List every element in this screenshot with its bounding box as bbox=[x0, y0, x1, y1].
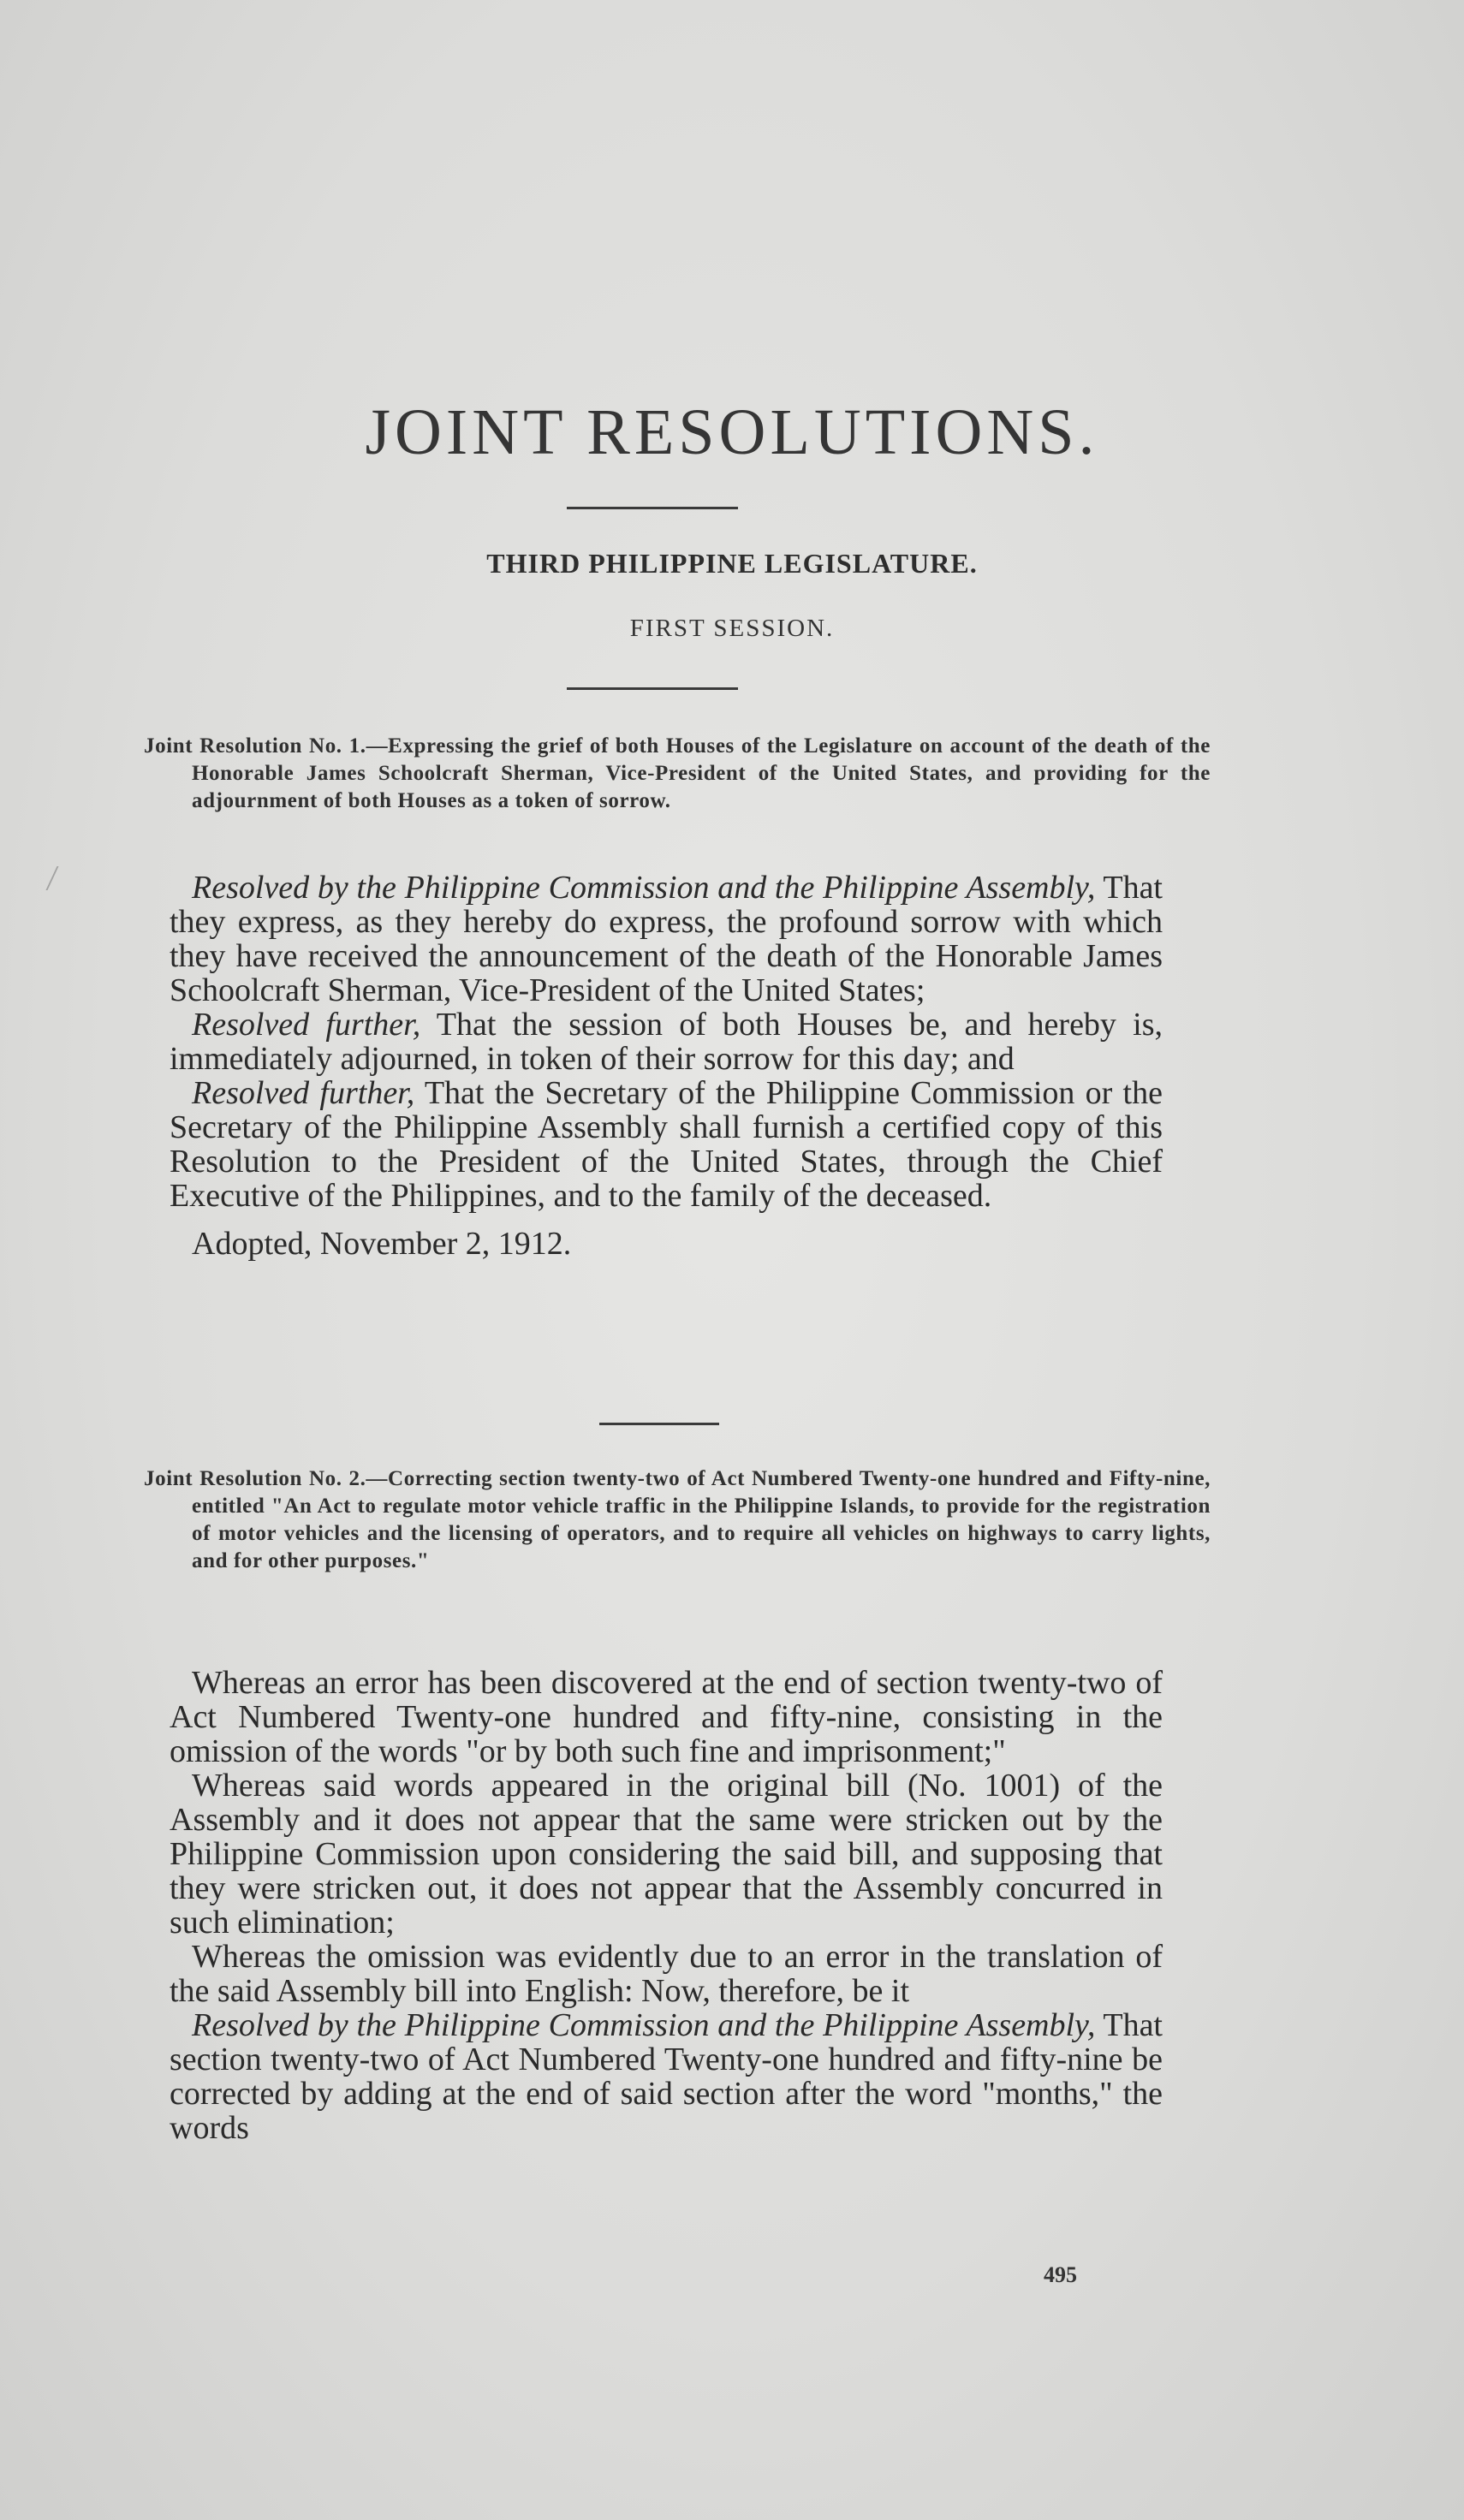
page-number: 495 bbox=[1044, 2262, 1077, 2287]
resolved-lead: Resolved by the Philippine Commission and the Philippine Assembly, bbox=[192, 870, 1096, 906]
session-heading: FIRST SESSION. bbox=[629, 615, 835, 642]
resolution-1-heading: Joint Resolution No. 1.—Expressing the grief of both Houses of the Legislature on account of the death of the Honorable James Schoolcraft Sherman, Vice-President of the United States, and providing for the adjournment of both Houses as a token of sorrow. bbox=[144, 734, 1211, 812]
paragraph-text: That section twenty-two of Act Numbered Twenty-one hundred and fifty-nine be corrected by adding at the end of said section after the word "months," the words bbox=[170, 2007, 1163, 2146]
session-divider bbox=[567, 687, 738, 690]
margin-pencil-mark bbox=[45, 866, 70, 890]
resolution-2-paragraph bbox=[170, 2008, 1163, 2145]
paragraph-text: That the session of both Houses be, and hereby is, immediately adjourned, in token of their sorrow for this day; and bbox=[170, 1007, 1163, 1077]
resolution-1-body bbox=[170, 871, 1163, 1261]
resolution-1-paragraph bbox=[170, 871, 1163, 1007]
resolution-2-body bbox=[170, 1666, 1163, 2145]
resolution-1-paragraph bbox=[170, 1007, 1163, 1076]
paragraph-text: That they express, as they hereby do express, the profound sorrow with which they have received the announcement of the death of the Honorable James Schoolcraft Sherman, Vice-President of the United States; bbox=[170, 870, 1163, 1008]
adopted-date: Adopted, November 2, 1912. bbox=[192, 1226, 572, 1262]
resolution-1-paragraph bbox=[170, 1076, 1163, 1213]
resolution-2-paragraph: Whereas an error has been discovered at the end of section twenty-two of Act Numbered Twenty-one hundred and fifty-nine, consisting in the omission of the words "or by both such fine and imprisonment;" bbox=[170, 1665, 1163, 1769]
resolved-lead: Resolved further, bbox=[192, 1007, 421, 1043]
resolution-divider bbox=[599, 1423, 719, 1425]
resolved-lead: Resolved further, bbox=[192, 1075, 415, 1111]
resolution-2-heading: Joint Resolution No. 2.—Correcting section twenty-two of Act Numbered Twenty-one hundred and Fifty-nine, entitled "An Act to regulate motor vehicle traffic in the Philippine Islands, to provide for the registration of motor vehicles and the licensing of operators, and to require all vehicles on highways to carry lights, and for other purposes." bbox=[144, 1467, 1211, 1572]
resolution-2-paragraph: Whereas the omission was evidently due to an error in the translation of the said Assembly bill into English: Now, therefore, be it bbox=[170, 1939, 1163, 2009]
resolution-2-paragraph: Whereas said words appeared in the original bill (No. 1001) of the Assembly and it does not appear that the same were stricken out by the Philippine Commission upon considering the said bill, and supposing that they were stricken out, it does not appear that the Assembly concurred in such elimination; bbox=[170, 1768, 1163, 1941]
legislature-heading: THIRD PHILIPPINE LEGISLATURE. bbox=[486, 548, 978, 579]
title-divider bbox=[567, 507, 738, 509]
paragraph-text: That the Secretary of the Philippine Commission or the Secretary of the Philippine Assembly shall furnish a certified copy of this Resolution to the President of the United States, through the Chief Executive of the Philippines, and to the family of the deceased. bbox=[170, 1075, 1163, 1214]
resolved-lead: Resolved by the Philippine Commission and the Philippine Assembly, bbox=[192, 2007, 1096, 2043]
page-title: JOINT RESOLUTIONS. bbox=[365, 396, 1099, 468]
